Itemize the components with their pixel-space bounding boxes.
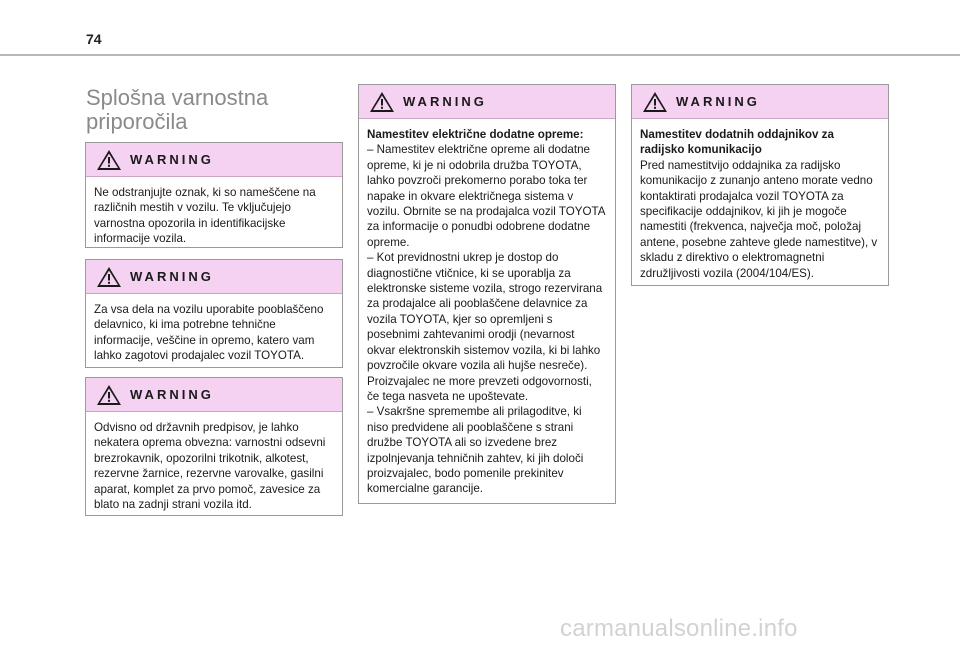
warning-box-2 xyxy=(85,259,343,368)
warning-paragraph: Pred namestitvijo oddajnika za radijsko komunikacijo z zunanjo anteno morate vedno kontaktirati prodajalca vozil TOYOTA za specifikacije oddajnikov, ki jih je mogoče namestiti (frekvenca, največja moč, položaj antene, posebne zahteve glede namestitve), v skladu z direktivo o elektromagnetni združljivosti vozila (2004/104/ES). xyxy=(640,158,878,280)
warning-triangle-icon xyxy=(642,91,668,113)
page-number: 74 xyxy=(86,31,102,47)
warning-label: WARNING xyxy=(130,387,214,402)
warning-header xyxy=(632,85,888,119)
warning-label: WARNING xyxy=(130,152,214,167)
warning-header xyxy=(86,378,342,412)
header-divider xyxy=(0,54,960,56)
warning-triangle-icon xyxy=(96,149,122,171)
warning-heading: Namestitev dodatnih oddajnikov za radijsko komunikacijo xyxy=(640,128,834,157)
warning-triangle-icon xyxy=(369,91,395,113)
warning-box-middle xyxy=(358,84,616,504)
warning-header xyxy=(86,143,342,177)
warning-triangle-icon xyxy=(96,384,122,406)
warning-text: Odvisno od državnih predpisov, je lahko nekatera oprema obvezna: varnostni odsevni brezrokavnik, opozorilni trikotnik, alkotest, rezervne žarnice, rezervne varovalke, gasilni aparat, komplet za prvo pomoč, zavesice za blato na zadnji strani vozila itd. xyxy=(94,421,326,512)
warning-label: WARNING xyxy=(130,269,214,284)
section-title: Splošna varnostna priporočila xyxy=(86,85,269,134)
warning-header xyxy=(86,260,342,294)
warning-triangle-icon xyxy=(96,266,122,288)
warning-label: WARNING xyxy=(676,94,760,109)
warning-paragraph: – Vsakršne spremembe ali prilagoditve, ki niso predvidene ali pooblaščene s strani družbe TOYOTA ali so izvedene brez izpolnjevanja tehničnih zahtev, ki jih določi proizvajalec, bodo pomenile prekinitev komercialne garancije. xyxy=(367,405,584,496)
watermark: carmanualsonline.info xyxy=(560,615,798,642)
warning-paragraph: – Namestitev električne opreme ali dodatne opreme, ki je ni odobrila družba TOYOTA, lahko povzroči prekomerno porabo toka ter napake in okvare električnega sistema v vozilu. Obrnite se na prodajalca vozil TOYOTA za informacije o ponudbi odobrene dodatne opreme. xyxy=(367,143,605,249)
warning-text: Ne odstranjujte oznak, ki so nameščene na različnih mestih v vozilu. Te vključujejo varnostna opozorila in identifikacijske informacije vozila. xyxy=(94,186,316,246)
warning-box-3 xyxy=(85,377,343,516)
warning-header xyxy=(359,85,615,119)
warning-box-right xyxy=(631,84,889,286)
warning-paragraph: – Kot previdnostni ukrep je dostop do diagnostične vtičnice, ki se uporablja za elektronske sisteme vozila, strogo rezervirana za prodajalce ali pooblaščene delavnice za vozila TOYOTA, kjer so opremljeni s posebnimi zahtevanimi orodji (nevarnost okvar elektronskih sistemov vozila, ki bi lahko povzročile okvare vozila ali hujše nesreče). Proizvajalec ne more prevzeti odgovornosti, če tega nasveta ne upoštevate. xyxy=(367,251,603,403)
warning-label: WARNING xyxy=(403,94,487,109)
warning-heading: Namestitev električne dodatne opreme: xyxy=(367,128,584,141)
warning-box-1 xyxy=(85,142,343,248)
warning-text: Za vsa dela na vozilu uporabite pooblaščeno delavnico, ki ima potrebne tehnične informacije, veščine in opremo, katero vam lahko zagotovi prodajalec vozil TOYOTA. xyxy=(94,303,324,363)
